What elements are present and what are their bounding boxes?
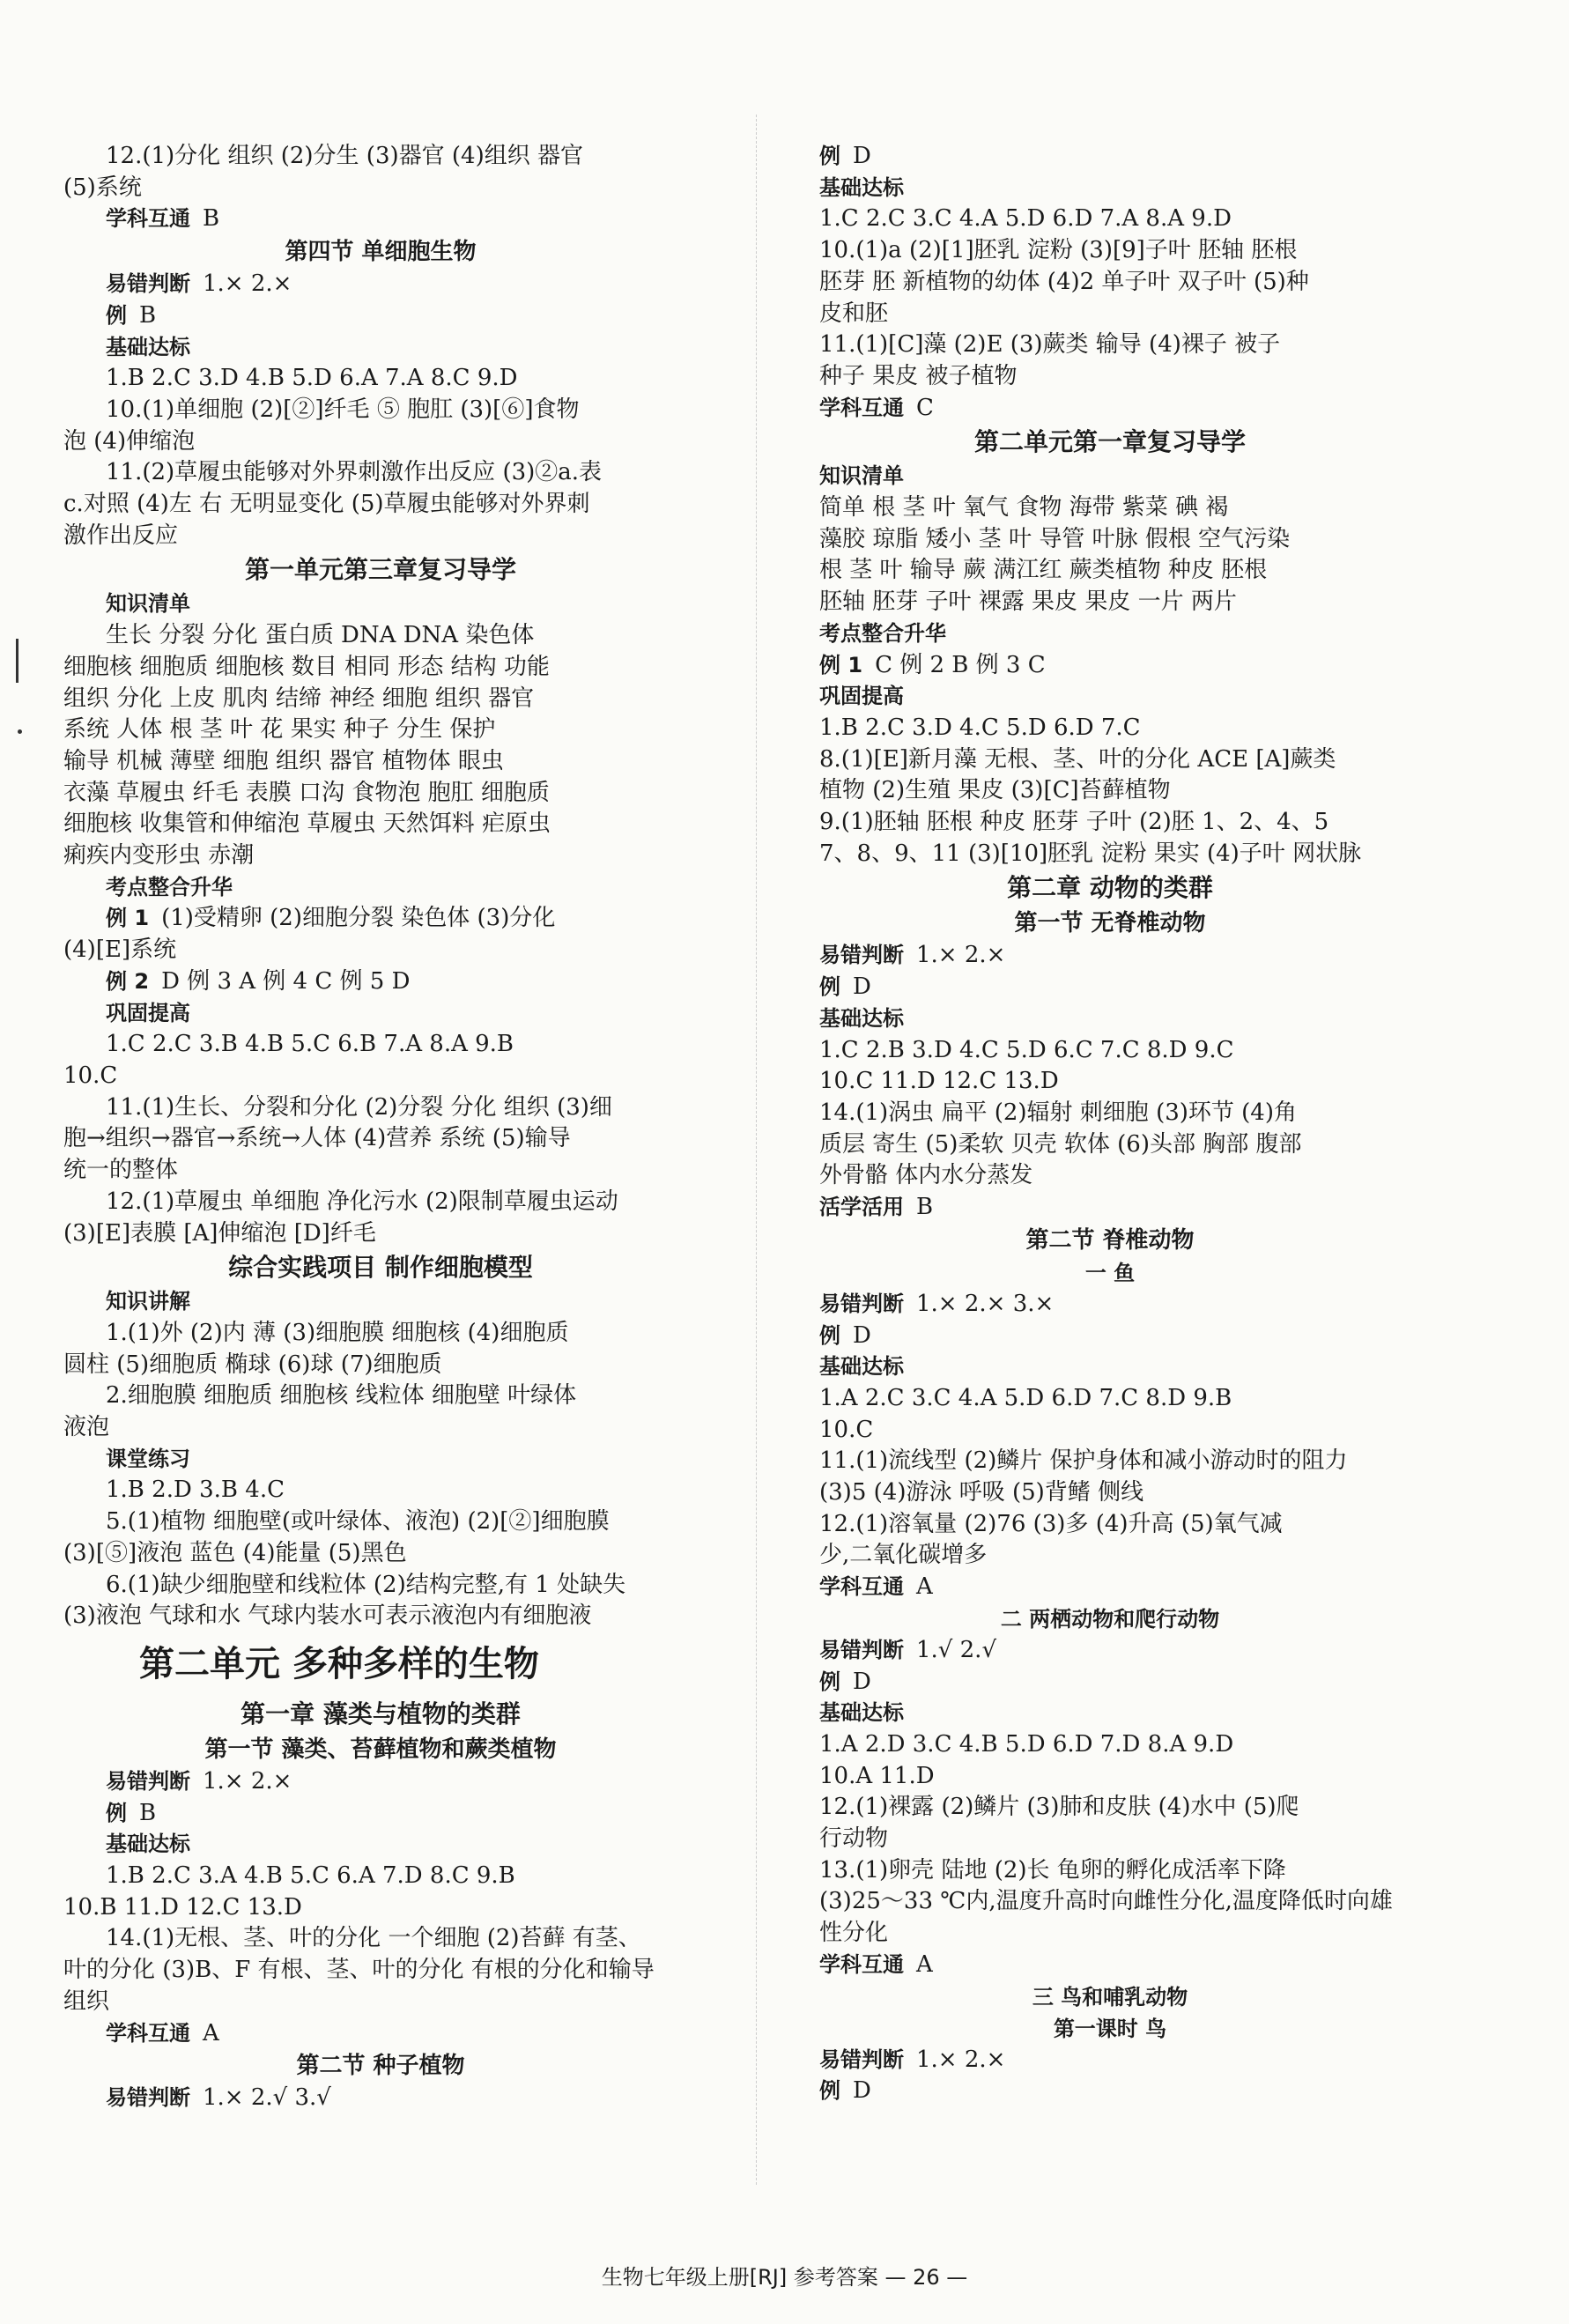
right-column	[793, 141, 1427, 2107]
answer-line: (3)5 (4)游泳 呼吸 (5)背鳍 侧线	[819, 1479, 1144, 1506]
section-label	[63, 1286, 698, 1318]
answer-line: 10.(1)单细胞 (2)[②]纤毛 ⑤ 胞肛 (3)[⑥]食物	[106, 396, 580, 423]
label-text: 易错判断	[819, 1637, 904, 1662]
answer-text: 1.× 2.√ 3.√	[203, 2084, 331, 2112]
section-heading: 第二单元 多种多样的生物	[139, 1642, 539, 1684]
answer-line: 1.(1)外 (2)内 薄 (3)细胞膜 细胞核 (4)细胞质	[106, 1319, 569, 1346]
section-label	[793, 1192, 1427, 1224]
answer-line: 行动物	[819, 1825, 889, 1853]
answer-line: 7、8、9、11 (3)[10]胚乳 淀粉 果实 (4)子叶 网状脉	[819, 840, 1362, 867]
answer-line: 植物 (2)生殖 果皮 (3)[C]苔藓植物	[819, 777, 1171, 804]
label-text: 课堂练习	[106, 1446, 190, 1471]
label-text: 例	[819, 1322, 840, 1348]
label-text: 例	[819, 2078, 840, 2104]
answer-text: A	[916, 1950, 933, 1978]
label-text: 学科互通	[106, 2020, 190, 2046]
section-heading: 三 鸟和哺乳动物	[1032, 1983, 1188, 2009]
answer-line: 胞→组织→器官→系统→人体 (4)营养 系统 (5)输导	[63, 1125, 571, 1152]
section-label	[793, 393, 1427, 425]
answer-line: 6.(1)缺少细胞壁和线粒体 (2)结构完整,有 1 处缺失	[106, 1571, 626, 1598]
answer-line: (3)[E]表膜 [A]伸缩泡 [D]纤毛	[63, 1219, 376, 1247]
section-label	[793, 2045, 1427, 2076]
answer-line: 10.(1)a (2)[1]胚乳 淀粉 (3)[9]子叶 胚轴 胚根	[819, 237, 1298, 264]
section-label	[63, 1766, 698, 1798]
answer-line: 1.A 2.C 3.C 4.A 5.D 6.D 7.C 8.D 9.B	[819, 1384, 1232, 1411]
answer-line: 9.(1)胚轴 胚根 种皮 胚芽 子叶 (2)胚 1、2、4、5	[819, 809, 1329, 836]
label-text: 巩固提高	[106, 1000, 190, 1025]
section-label	[793, 1321, 1427, 1352]
section-label	[793, 940, 1427, 972]
answer-text: 1.× 2.×	[916, 942, 1006, 969]
answer-text: A	[916, 1573, 933, 1601]
section-label	[793, 1572, 1427, 1603]
section-heading: 第一单元第三章复习导学	[244, 555, 516, 585]
label-text: 考点整合升华	[819, 620, 946, 646]
answer-text: B	[203, 205, 220, 233]
answer-text: 1.× 2.×	[203, 1767, 292, 1795]
answer-line: 10.A 11.D	[819, 1762, 935, 1789]
section-label	[793, 1667, 1427, 1699]
label-text: 基础达标	[819, 1354, 904, 1380]
label-text: 基础达标	[819, 1005, 904, 1031]
label-text: 基础达标	[106, 334, 190, 359]
label-text: 巩固提高	[819, 684, 904, 709]
section-label	[793, 681, 1427, 713]
margin-dot	[18, 729, 22, 734]
answer-line: 激作出反应	[63, 522, 179, 549]
answer-text: C	[916, 394, 934, 421]
answer-line: 1.B 2.C 3.D 4.B 5.D 6.A 7.A 8.C 9.D	[106, 365, 518, 392]
section-label	[793, 2076, 1427, 2107]
answer-line: 1.A 2.D 3.C 4.B 5.D 6.D 7.D 8.A 9.D	[819, 1730, 1234, 1758]
answer-text: D	[853, 973, 871, 1001]
section-label	[63, 872, 698, 904]
answer-line: 胚芽 胚 新植物的幼体 (4)2 单子叶 双子叶 (5)种	[819, 268, 1309, 295]
page-footer: 生物七年级上册[RJ] 参考答案 — 26 —	[601, 2265, 968, 2290]
section-label	[63, 1798, 698, 1830]
answer-line: 12.(1)草履虫 单细胞 净化污水 (2)限制草履虫运动	[106, 1188, 618, 1215]
label-text: 学科互通	[819, 1951, 904, 1977]
section-label	[793, 1698, 1427, 1729]
label-text: 例	[106, 302, 127, 328]
answer-text: B	[916, 1194, 934, 1221]
label-text: 基础达标	[106, 1832, 190, 1857]
answer-line: 1.C 2.C 3.B 4.B 5.C 6.B 7.A 8.A 9.B	[106, 1031, 514, 1058]
section-heading: 第二节 脊椎动物	[1025, 1226, 1195, 1254]
left-column	[63, 141, 698, 2114]
section-heading: 第一章 藻类与植物的类群	[241, 1699, 521, 1728]
section-label	[63, 1829, 698, 1861]
answer-line: 13.(1)卵壳 陆地 (2)长 龟卵的孵化成活率下降	[819, 1856, 1286, 1884]
label-text: 例 1	[819, 652, 863, 677]
section-label	[63, 300, 698, 332]
answer-text: 1.√ 2.√	[916, 1636, 997, 1663]
answer-line: 质层 寄生 (5)柔软 贝壳 软体 (6)头部 胸部 腹部	[819, 1130, 1302, 1158]
label-text: 易错判断	[819, 1291, 904, 1316]
section-heading: 第二节 种子植物	[296, 2053, 465, 2080]
answer-text: B	[139, 301, 157, 329]
label-text: 易错判断	[106, 271, 190, 297]
answer-line: 细胞核 收集管和伸缩泡 草履虫 天然饵料 疟原虫	[63, 810, 551, 838]
section-heading: 第一节 藻类、苔藓植物和蕨类植物	[204, 1736, 557, 1763]
answer-line: 胚轴 胚芽 子叶 裸露 果皮 果皮 一片 两片	[819, 588, 1237, 616]
answer-line: 少,二氧化碳增多	[819, 1542, 988, 1569]
label-text: 例 2	[106, 968, 150, 994]
label-text: 例	[819, 144, 840, 168]
section-heading: 二 两栖动物和爬行动物	[1000, 1605, 1220, 1632]
section-label	[793, 650, 1427, 682]
answer-line: 衣藻 草履虫 纤毛 表膜 口沟 食物泡 胞肛 细胞质	[63, 779, 550, 806]
answer-line: 1.C 2.C 3.C 4.A 5.D 6.D 7.A 8.A 9.D	[819, 205, 1232, 233]
label-text: 学科互通	[819, 1574, 904, 1600]
section-label	[63, 2018, 698, 2050]
answer-line: 1.B 2.C 3.A 4.B 5.C 6.A 7.D 8.C 9.B	[106, 1862, 515, 1890]
answer-line: 10.C	[819, 1416, 874, 1443]
answer-line: (3)25～33 ℃内,温度升高时向雌性分化,温度降低时向雄	[819, 1888, 1393, 1915]
section-label	[793, 1950, 1427, 1981]
answer-line: 1.B 2.C 3.D 4.C 5.D 6.D 7.C	[819, 714, 1141, 741]
answer-text: D	[853, 1668, 871, 1695]
answer-text: C 例 2 B 例 3 C	[875, 651, 1046, 678]
section-label	[63, 1444, 698, 1476]
section-label	[793, 1003, 1427, 1035]
label-text: 基础达标	[819, 174, 904, 200]
answer-line: 外骨骼 体内水分蒸发	[819, 1162, 1033, 1189]
answer-line: 简单 根 茎 叶 氧气 食物 海带 紫菜 碘 褐	[819, 494, 1229, 522]
section-label	[793, 141, 1427, 173]
label-text: 知识清单	[106, 591, 190, 617]
section-heading: 第一节 无脊椎动物	[1014, 910, 1206, 937]
section-label	[793, 1635, 1427, 1667]
answer-line: 10.C 11.D 12.C 13.D	[819, 1068, 1059, 1095]
label-text: 学科互通	[106, 206, 190, 232]
answer-line: 10.B 11.D 12.C 13.D	[63, 1893, 302, 1921]
answer-text: (1)受精卵 (2)细胞分裂 染色体 (3)分化	[161, 905, 556, 932]
section-label	[793, 461, 1427, 492]
section-label	[63, 204, 698, 235]
answer-text: 1.× 2.× 3.×	[916, 1290, 1055, 1317]
label-text: 基础达标	[819, 1700, 904, 1726]
answer-line: 组织	[63, 1987, 110, 2015]
label-text: 学科互通	[819, 395, 904, 420]
answer-line: 1.B 2.D 3.B 4.C	[106, 1477, 285, 1504]
answer-line: 统一的整体	[63, 1157, 179, 1184]
margin-mark	[16, 639, 19, 683]
section-label	[63, 966, 698, 998]
answer-line: 11.(1)[C]藻 (2)E (3)蕨类 输导 (4)裸子 被子	[819, 331, 1281, 359]
answer-line: 2.细胞膜 细胞质 细胞核 线粒体 细胞壁 叶绿体	[106, 1382, 577, 1410]
answer-line: 圆柱 (5)细胞质 椭球 (6)球 (7)细胞质	[63, 1351, 442, 1378]
answer-line: (3)液泡 气球和水 气球内装水可表示液泡内有细胞液	[63, 1602, 592, 1630]
answer-line: 12.(1)溶氧量 (2)76 (3)多 (4)升高 (5)氧气减	[819, 1510, 1283, 1537]
column-divider	[756, 115, 757, 2185]
answer-text: B	[139, 1799, 157, 1826]
answer-text: D	[853, 2077, 871, 2105]
section-heading: 第二章 动物的类群	[1007, 873, 1213, 903]
section-label	[63, 332, 698, 364]
answer-line: 性分化	[819, 1920, 889, 1947]
label-text: 例	[819, 974, 840, 1000]
answer-text: A	[203, 2019, 219, 2046]
answer-line: (5)系统	[63, 174, 142, 201]
answer-line: 14.(1)无根、茎、叶的分化 一个细胞 (2)苔藓 有茎、	[106, 1925, 641, 1952]
label-text: 例	[819, 1669, 840, 1694]
answer-line: 8.(1)[E]新月藻 无根、茎、叶的分化 ACE [A]蕨类	[819, 745, 1336, 773]
section-label	[793, 173, 1427, 204]
answer-text: D 例 3 A 例 4 C 例 5 D	[161, 967, 411, 995]
answer-line: 痢疾内变形虫 赤潮	[63, 842, 255, 870]
answer-line: 12.(1)分化 组织 (2)分生 (3)器官 (4)组织 器官	[106, 143, 583, 169]
answer-line: (3)[⑤]液泡 蓝色 (4)能量 (5)黑色	[63, 1539, 407, 1566]
label-text: 考点整合升华	[106, 874, 233, 899]
section-label	[793, 1289, 1427, 1321]
answer-line: 皮和胚	[819, 300, 889, 327]
answer-line: 14.(1)涡虫 扁平 (2)辐射 刺细胞 (3)环节 (4)角	[819, 1099, 1297, 1126]
answer-line: 藻胶 琼脂 矮小 茎 叶 导管 叶脉 假根 空气污染	[819, 525, 1291, 552]
label-text: 易错判断	[819, 2046, 904, 2072]
answer-line: 11.(2)草履虫能够对外界刺激作出反应 (3)②a.表	[106, 459, 603, 486]
section-label	[63, 269, 698, 300]
answer-line: 组织 分化 上皮 肌肉 结缔 神经 细胞 组织 器官	[63, 685, 535, 712]
answer-text: D	[853, 143, 871, 169]
answer-line: 泡 (4)伸缩泡	[63, 427, 196, 455]
label-text: 易错判断	[106, 2085, 190, 2111]
answer-line: 输导 机械 薄壁 细胞 组织 器官 植物体 眼虫	[63, 747, 504, 774]
section-heading: 第二单元第一章复习导学	[973, 427, 1246, 457]
answer-line: 5.(1)植物 细胞壁(或叶绿体、液泡) (2)[②]细胞膜	[106, 1508, 610, 1536]
answer-text: 1.× 2.×	[916, 2046, 1006, 2073]
section-label	[793, 618, 1427, 650]
label-text: 易错判断	[819, 943, 904, 968]
answer-line: 细胞核 细胞质 细胞核 数目 相同 形态 结构 功能	[63, 653, 550, 680]
answer-line: c.对照 (4)左 右 无明显变化 (5)草履虫能够对外界刺	[63, 491, 590, 518]
answer-line: 生长 分裂 分化 蛋白质 DNA DNA 染色体	[106, 622, 535, 649]
section-label	[793, 972, 1427, 1003]
section-heading: 一 鱼	[1084, 1259, 1136, 1285]
label-text: 例	[106, 1800, 127, 1825]
answer-line: 11.(1)生长、分裂和分化 (2)分裂 分化 组织 (3)细	[106, 1093, 612, 1121]
answer-line: 叶的分化 (3)B、F 有根、茎、叶的分化 有根的分化和输导	[63, 1957, 655, 1984]
label-text: 易错判断	[106, 1768, 190, 1794]
section-label	[63, 903, 698, 935]
answer-line: 10.C	[63, 1062, 118, 1089]
section-heading: 综合实践项目 制作细胞模型	[228, 1253, 533, 1283]
section-heading: 第四节 单细胞生物	[285, 239, 477, 266]
section-label	[63, 588, 698, 620]
answer-text: 1.× 2.×	[203, 270, 292, 298]
label-text: 例 1	[106, 906, 150, 931]
label-text: 知识讲解	[106, 1289, 190, 1314]
label-text: 知识清单	[819, 463, 904, 489]
answer-text: D	[853, 1321, 871, 1349]
label-text: 活学活用	[819, 1195, 904, 1220]
answer-line: 根 茎 叶 输导 蕨 满江红 蕨类植物 种皮 胚根	[819, 557, 1268, 584]
answer-line: 1.C 2.B 3.D 4.C 5.D 6.C 7.C 8.D 9.C	[819, 1036, 1234, 1063]
answer-line: 系统 人体 根 茎 叶 花 果实 种子 分生 保护	[63, 716, 496, 744]
section-label	[63, 2083, 698, 2114]
answer-line: (4)[E]系统	[63, 936, 177, 964]
answer-line: 12.(1)裸露 (2)鳞片 (3)肺和皮肤 (4)水中 (5)爬	[819, 1794, 1299, 1821]
section-label	[793, 1351, 1427, 1383]
answer-line: 11.(1)流线型 (2)鳞片 保护身体和减小游动时的阻力	[819, 1447, 1348, 1475]
section-heading: 第一课时 鸟	[1053, 2015, 1167, 2041]
answer-line: 液泡	[63, 1414, 110, 1441]
answer-line: 种子 果皮 被子植物	[819, 362, 1018, 389]
section-label	[63, 998, 698, 1030]
